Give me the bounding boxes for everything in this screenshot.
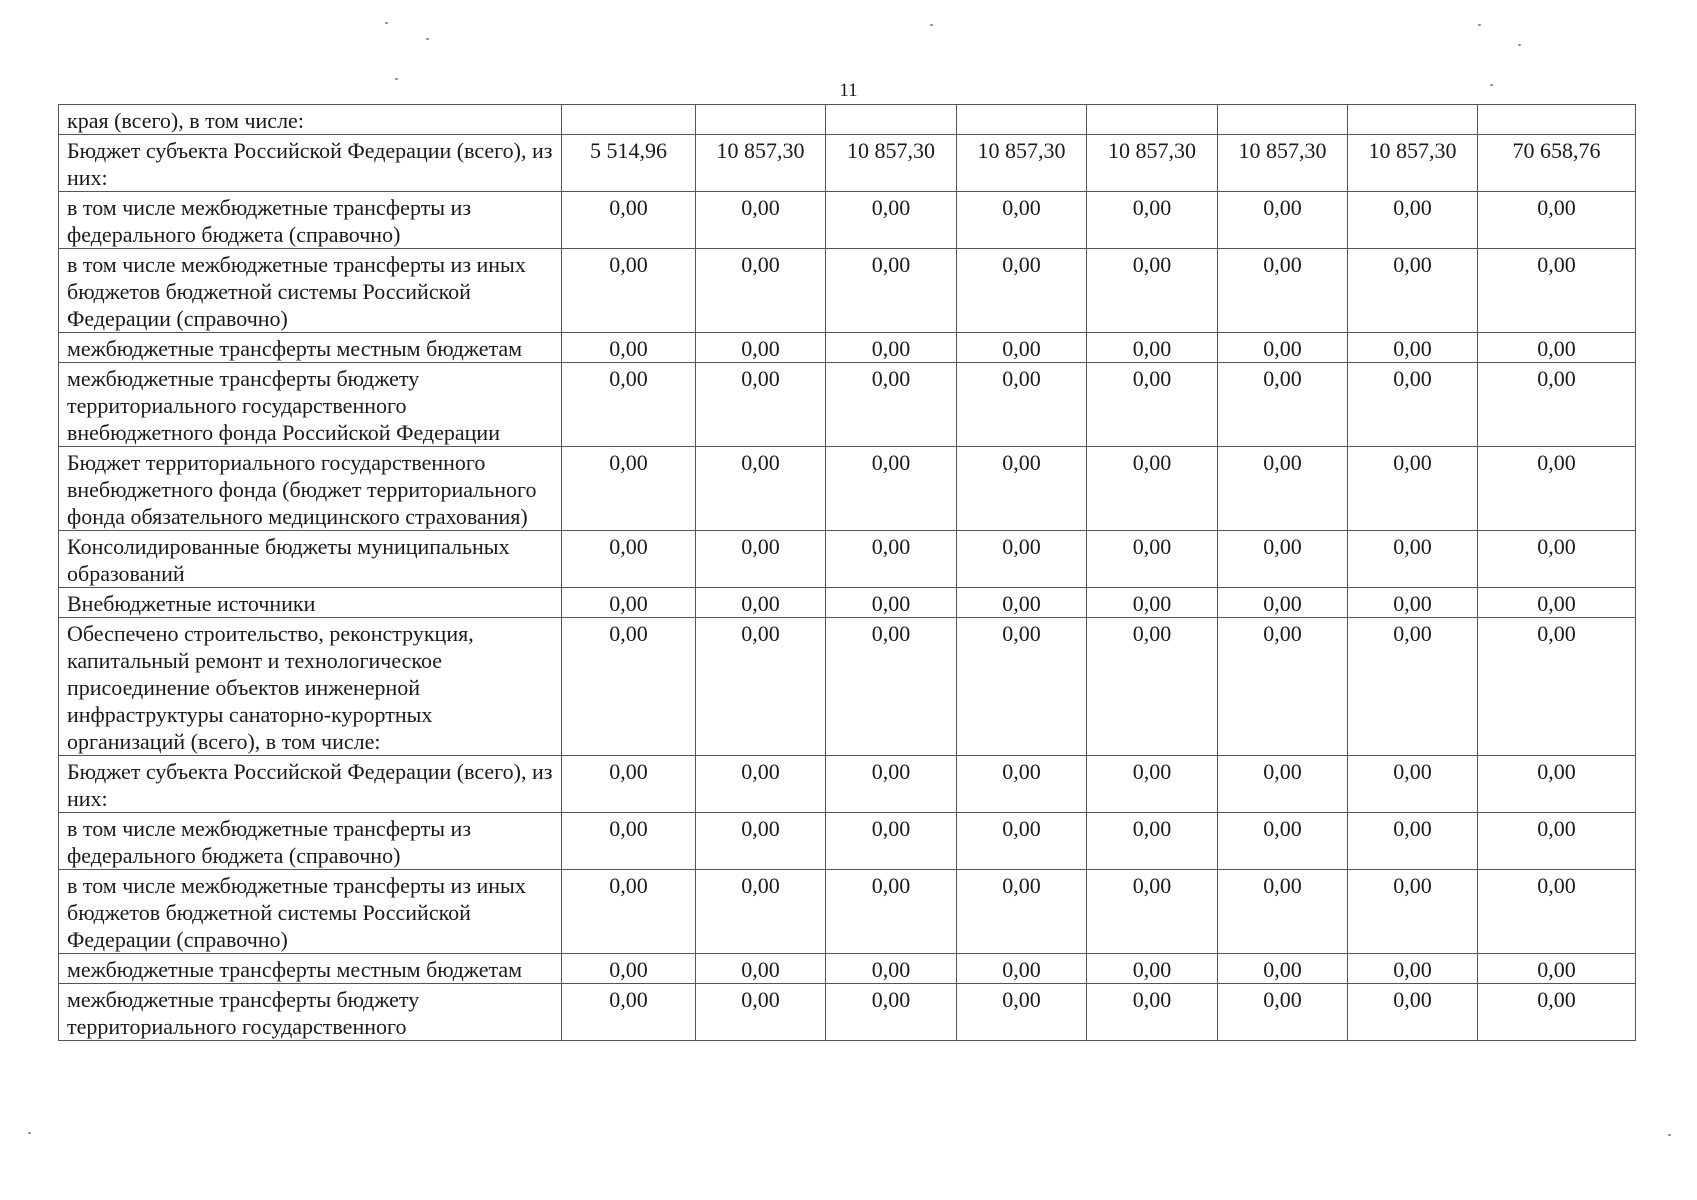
value-cell: 0,00 <box>957 447 1087 531</box>
value-cell: 0,00 <box>1478 756 1636 813</box>
value-cell: 0,00 <box>1087 531 1218 588</box>
value-cell: 0,00 <box>562 588 696 618</box>
value-cell: 0,00 <box>826 756 957 813</box>
value-cell: 0,00 <box>826 192 957 249</box>
value-cell: 0,00 <box>826 447 957 531</box>
value-cell: 0,00 <box>1478 447 1636 531</box>
table-row <box>59 192 1636 249</box>
value-cell: 0,00 <box>957 531 1087 588</box>
value-cell: 0,00 <box>1218 870 1348 954</box>
scan-speck <box>1668 1134 1671 1136</box>
value-cell: 0,00 <box>696 618 826 756</box>
value-cell: 0,00 <box>1218 813 1348 870</box>
value-cell: 0,00 <box>1348 363 1478 447</box>
value-cell: 0,00 <box>562 363 696 447</box>
row-label: Бюджет субъекта Российской Федерации (всего), из них: <box>59 756 562 813</box>
row-label: межбюджетные трансферты местным бюджетам <box>59 954 562 984</box>
row-label: Обеспечено строительство, реконструкция, капитальный ремонт и технологическое присоединение объектов инженерной инфраструктуры санаторно-курортных организаций (всего), в том числе: <box>59 618 562 756</box>
value-cell: 0,00 <box>1218 954 1348 984</box>
value-cell: 0,00 <box>826 954 957 984</box>
value-cell: 0,00 <box>1478 333 1636 363</box>
value-cell: 0,00 <box>1087 192 1218 249</box>
value-cell: 0,00 <box>826 984 957 1041</box>
value-cell: 0,00 <box>1348 531 1478 588</box>
value-cell: 0,00 <box>562 756 696 813</box>
value-cell: 0,00 <box>1087 447 1218 531</box>
table-row <box>59 531 1636 588</box>
value-cell: 0,00 <box>562 249 696 333</box>
value-cell: 0,00 <box>1478 813 1636 870</box>
value-cell: 0,00 <box>1218 531 1348 588</box>
value-cell <box>826 105 957 135</box>
value-cell: 0,00 <box>1478 588 1636 618</box>
value-cell: 5 514,96 <box>562 135 696 192</box>
value-cell: 70 658,76 <box>1478 135 1636 192</box>
value-cell: 0,00 <box>1348 870 1478 954</box>
value-cell: 0,00 <box>1087 363 1218 447</box>
value-cell: 10 857,30 <box>696 135 826 192</box>
value-cell: 0,00 <box>1087 618 1218 756</box>
value-cell <box>562 105 696 135</box>
value-cell: 0,00 <box>957 363 1087 447</box>
table-row <box>59 984 1636 1041</box>
value-cell: 0,00 <box>957 192 1087 249</box>
value-cell <box>957 105 1087 135</box>
value-cell: 0,00 <box>957 954 1087 984</box>
value-cell: 0,00 <box>1348 249 1478 333</box>
table-body <box>59 105 1636 1041</box>
value-cell: 0,00 <box>957 588 1087 618</box>
row-label: края (всего), в том числе: <box>59 105 562 135</box>
row-label: Консолидированные бюджеты муниципальных образований <box>59 531 562 588</box>
value-cell: 0,00 <box>562 813 696 870</box>
value-cell: 0,00 <box>826 618 957 756</box>
table-row <box>59 954 1636 984</box>
row-label: Бюджет территориального государственного внебюджетного фонда (бюджет территориального фонда обязательного медицинского страхования) <box>59 447 562 531</box>
value-cell: 0,00 <box>1218 192 1348 249</box>
value-cell: 0,00 <box>1348 954 1478 984</box>
value-cell: 10 857,30 <box>957 135 1087 192</box>
value-cell: 0,00 <box>1087 588 1218 618</box>
value-cell: 0,00 <box>1478 531 1636 588</box>
table-row <box>59 135 1636 192</box>
value-cell: 0,00 <box>562 954 696 984</box>
value-cell: 0,00 <box>696 192 826 249</box>
value-cell: 0,00 <box>826 813 957 870</box>
value-cell: 0,00 <box>1218 618 1348 756</box>
table-row <box>59 618 1636 756</box>
value-cell: 0,00 <box>957 870 1087 954</box>
value-cell: 0,00 <box>1348 588 1478 618</box>
row-label: Внебюджетные источники <box>59 588 562 618</box>
row-label: межбюджетные трансферты местным бюджетам <box>59 333 562 363</box>
value-cell: 0,00 <box>1348 333 1478 363</box>
value-cell: 0,00 <box>696 531 826 588</box>
row-label: в том числе межбюджетные трансферты из федерального бюджета (справочно) <box>59 192 562 249</box>
value-cell: 0,00 <box>1348 813 1478 870</box>
value-cell: 0,00 <box>1348 192 1478 249</box>
table-row <box>59 249 1636 333</box>
scan-speck <box>28 1132 31 1134</box>
value-cell: 0,00 <box>696 249 826 333</box>
value-cell: 0,00 <box>1087 333 1218 363</box>
scan-speck <box>426 38 429 40</box>
value-cell: 0,00 <box>1218 333 1348 363</box>
value-cell: 0,00 <box>957 756 1087 813</box>
value-cell: 0,00 <box>826 870 957 954</box>
table-row <box>59 363 1636 447</box>
value-cell: 0,00 <box>1348 984 1478 1041</box>
value-cell: 0,00 <box>562 192 696 249</box>
value-cell: 0,00 <box>826 333 957 363</box>
value-cell <box>1348 105 1478 135</box>
value-cell: 0,00 <box>562 618 696 756</box>
value-cell: 0,00 <box>1218 984 1348 1041</box>
value-cell: 0,00 <box>696 954 826 984</box>
value-cell <box>1218 105 1348 135</box>
row-label: межбюджетные трансферты бюджету территориального государственного <box>59 984 562 1041</box>
value-cell: 0,00 <box>562 447 696 531</box>
value-cell: 0,00 <box>957 249 1087 333</box>
scan-speck <box>1490 84 1493 86</box>
value-cell: 0,00 <box>1218 756 1348 813</box>
value-cell: 0,00 <box>1348 756 1478 813</box>
value-cell: 10 857,30 <box>826 135 957 192</box>
value-cell: 0,00 <box>1478 618 1636 756</box>
value-cell: 10 857,30 <box>1087 135 1218 192</box>
value-cell: 0,00 <box>696 333 826 363</box>
value-cell: 0,00 <box>1087 984 1218 1041</box>
table-row <box>59 756 1636 813</box>
row-label: Бюджет субъекта Российской Федерации (всего), из них: <box>59 135 562 192</box>
table-row <box>59 105 1636 135</box>
value-cell: 0,00 <box>696 870 826 954</box>
value-cell: 0,00 <box>826 588 957 618</box>
scan-speck <box>385 22 388 24</box>
table-row <box>59 333 1636 363</box>
value-cell: 0,00 <box>562 870 696 954</box>
value-cell: 10 857,30 <box>1218 135 1348 192</box>
value-cell: 0,00 <box>696 984 826 1041</box>
scan-speck <box>1518 44 1521 46</box>
scan-speck <box>395 78 398 80</box>
value-cell: 0,00 <box>696 588 826 618</box>
value-cell: 0,00 <box>562 984 696 1041</box>
value-cell: 0,00 <box>1087 870 1218 954</box>
value-cell: 0,00 <box>1087 813 1218 870</box>
value-cell: 0,00 <box>1478 870 1636 954</box>
value-cell: 0,00 <box>696 756 826 813</box>
value-cell: 0,00 <box>826 249 957 333</box>
value-cell: 0,00 <box>1478 363 1636 447</box>
value-cell: 0,00 <box>826 363 957 447</box>
value-cell: 0,00 <box>1218 447 1348 531</box>
scan-speck <box>1478 24 1481 26</box>
scan-speck <box>930 24 933 26</box>
value-cell: 0,00 <box>696 447 826 531</box>
table-row <box>59 813 1636 870</box>
value-cell: 10 857,30 <box>1348 135 1478 192</box>
row-label: межбюджетные трансферты бюджету территориального государственного внебюджетного фонда Российской Федерации <box>59 363 562 447</box>
value-cell: 0,00 <box>957 813 1087 870</box>
value-cell: 0,00 <box>1348 447 1478 531</box>
value-cell: 0,00 <box>696 363 826 447</box>
value-cell: 0,00 <box>826 531 957 588</box>
value-cell: 0,00 <box>1087 756 1218 813</box>
value-cell: 0,00 <box>957 618 1087 756</box>
value-cell: 0,00 <box>1087 249 1218 333</box>
table-row <box>59 588 1636 618</box>
table-row <box>59 447 1636 531</box>
row-label: в том числе межбюджетные трансферты из иных бюджетов бюджетной системы Российской Федерации (справочно) <box>59 870 562 954</box>
value-cell <box>1087 105 1218 135</box>
value-cell: 0,00 <box>562 531 696 588</box>
table-row <box>59 870 1636 954</box>
value-cell: 0,00 <box>562 333 696 363</box>
value-cell: 0,00 <box>1478 984 1636 1041</box>
value-cell: 0,00 <box>1218 363 1348 447</box>
value-cell: 0,00 <box>1478 954 1636 984</box>
value-cell: 0,00 <box>957 333 1087 363</box>
page-number: 11 <box>839 80 858 101</box>
row-label: в том числе межбюджетные трансферты из федерального бюджета (справочно) <box>59 813 562 870</box>
budget-table <box>58 104 1636 1041</box>
value-cell: 0,00 <box>1348 618 1478 756</box>
value-cell: 0,00 <box>1218 588 1348 618</box>
value-cell: 0,00 <box>1087 954 1218 984</box>
row-label: в том числе межбюджетные трансферты из иных бюджетов бюджетной системы Российской Федерации (справочно) <box>59 249 562 333</box>
value-cell: 0,00 <box>696 813 826 870</box>
value-cell: 0,00 <box>1478 192 1636 249</box>
value-cell: 0,00 <box>1478 249 1636 333</box>
value-cell: 0,00 <box>1218 249 1348 333</box>
value-cell: 0,00 <box>957 984 1087 1041</box>
value-cell <box>1478 105 1636 135</box>
value-cell <box>696 105 826 135</box>
